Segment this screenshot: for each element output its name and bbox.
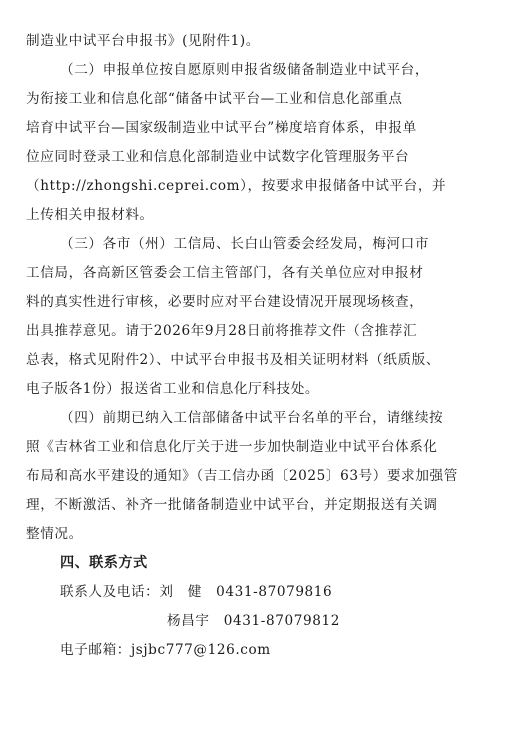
body-text-line: 出具推荐意见。请于2026年9月28日前将推荐文件（含推荐汇 <box>26 323 418 339</box>
body-text-line: 理，不断激活、补齐一批储备制造业中试平台，并定期报送有关调 <box>26 497 438 513</box>
contact-line: 联系人及电话：刘 健 0431-87079816 <box>60 584 333 600</box>
contact-line: 杨昌宇 0431-87079812 <box>167 613 340 629</box>
email-line: 电子邮箱：jsjbc777@126.com <box>60 642 271 658</box>
body-text-line: 为衔接工业和信息化部“储备中试平台—工业和信息化部重点 <box>26 91 403 107</box>
body-text-line: 培育中试平台—国家级制造业中试平台”梯度培育体系，申报单 <box>26 120 417 136</box>
body-text-line: 料的真实性进行审核，必要时应对平台建设情况开展现场核查， <box>26 294 424 310</box>
body-text-line: 位应同时登录工业和信息化部制造业中试数字化管理服务平台 <box>26 149 410 165</box>
body-text-line: 整情况。 <box>26 526 83 542</box>
paragraph-3-start: （三）各市（州）工信局、长白山管委会经发局，梅河口市 <box>60 236 430 252</box>
body-text-line: 制造业中试平台申报书》(见附件1)。 <box>26 33 260 49</box>
body-text-line: 布局和高水平建设的通知》（吉工信办函〔2025〕63号）要求加强管 <box>26 468 458 484</box>
body-text-line: 电子版各1份）报送省工业和信息化厅科技处。 <box>26 381 320 397</box>
section-title: 四、联系方式 <box>60 555 148 571</box>
paragraph-4-start: （四）前期已纳入工信部储备中试平台名单的平台，请继续按 <box>60 410 444 426</box>
body-text-line: （http://zhongshi.ceprei.com），按要求申报储备中试平台，并 <box>26 178 447 194</box>
body-text-line: 照《吉林省工业和信息化厅关于进一步加快制造业中试平台体系化 <box>26 439 438 455</box>
body-text-line: 总表，格式见附件2）、中试平台申报书及相关证明材料（纸质版、 <box>26 352 441 368</box>
body-text-line: 上传相关申报材料。 <box>26 207 154 223</box>
body-text-line: 工信局，各高新区管委会工信主管部门，各有关单位应对申报材 <box>26 265 424 281</box>
paragraph-2-start: （二）申报单位按自愿原则申报省级储备制造业中试平台， <box>60 62 430 78</box>
